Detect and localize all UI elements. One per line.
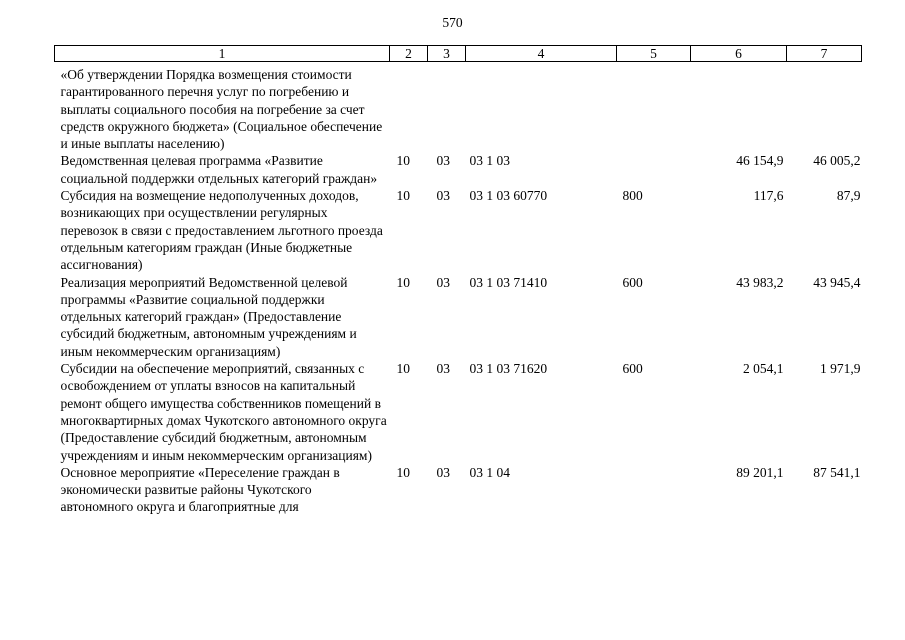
table-row [55, 360, 862, 464]
header-col-2: 2 [390, 46, 428, 62]
row-subsection: 03 [436, 188, 450, 204]
row-subsection: 03 [436, 464, 450, 480]
header-col-6: 6 [691, 46, 787, 62]
row-name: Субсидия на возмещение недополученных доходов, возникающих при осуществлении регулярных перевозок в связи с предоставлением льготного проезда отдельным категориям граждан (Иные бюджетные ассигнования) [60, 188, 383, 273]
row-target-code: 03 1 04 [469, 464, 510, 480]
row-name: Субсидии на обеспечение мероприятий, связанных с освобождением от уплаты взносов на капитальный ремонт общего имущества собственников помещений в многоквартирных домах Чукотского автономного округа (Предоставление субсидий бюджетным, автономным учреждениям и иным некоммерческим организациям) [60, 361, 387, 463]
row-section: 10 [396, 153, 410, 169]
row-value-6: 117,6 [753, 188, 784, 204]
row-target-code: 03 1 03 60770 [469, 188, 548, 204]
header-col-4: 4 [466, 46, 617, 62]
row-value-6: 2 054,1 [743, 361, 784, 377]
table-row [55, 187, 862, 273]
row-target-code: 03 1 03 71620 [469, 361, 548, 377]
header-col-3: 3 [428, 46, 466, 62]
row-section: 10 [396, 361, 410, 377]
row-name: «Об утверждении Порядка возмещения стоимости гарантированного перечня услуг по погребению и выплаты социального пособия на погребение за счет средств окружного бюджета» (Социальное обеспечение и иные выплаты населению) [60, 67, 383, 152]
row-expense-type [617, 464, 691, 516]
row-value-7: 87,9 [836, 188, 861, 204]
row-value-7: 1 971,9 [820, 361, 861, 377]
header-col-7: 7 [787, 46, 862, 62]
row-section: 10 [396, 188, 410, 204]
table-header [55, 46, 862, 62]
row-expense-type [617, 152, 691, 187]
page-number: 570 [442, 15, 463, 30]
row-expense-type: 600 [622, 361, 643, 377]
table-row [55, 62, 862, 153]
row-name: Реализация мероприятий Ведомственной целевой программы «Развитие социальной поддержки отдельных категорий граждан» (Предоставление субсидий бюджетным, автономным учреждениям и иным некоммерческим организациям) [60, 274, 357, 359]
row-value-6: 46 154,9 [736, 153, 784, 169]
row-section: 10 [396, 464, 410, 480]
header-col-5: 5 [617, 46, 691, 62]
budget-table [54, 45, 862, 516]
row-section: 10 [396, 274, 410, 290]
row-value-7: 46 005,2 [813, 153, 861, 169]
row-value-7 [787, 62, 862, 153]
row-value-7: 43 945,4 [813, 274, 861, 290]
row-subsection: 03 [436, 153, 450, 169]
table-row [55, 274, 862, 360]
row-section [390, 62, 428, 153]
header-col-1: 1 [55, 46, 390, 62]
row-expense-type: 600 [622, 274, 643, 290]
table-row [55, 464, 862, 516]
row-target-code: 03 1 03 [469, 153, 510, 169]
row-subsection: 03 [436, 274, 450, 290]
row-value-6: 89 201,1 [736, 464, 784, 480]
row-expense-type: 800 [622, 188, 643, 204]
row-expense-type [617, 62, 691, 153]
row-subsection: 03 [436, 361, 450, 377]
table-row [55, 152, 862, 187]
row-name: Ведомственная целевая программа «Развитие социальной поддержки отдельных категорий граждан» [60, 153, 378, 186]
row-subsection [428, 62, 466, 153]
row-value-7: 87 541,1 [813, 464, 861, 480]
row-target-code [466, 62, 617, 153]
row-name: Основное мероприятие «Переселение граждан в экономически развитые районы Чукотского автономного округа и благоприятные для [60, 464, 340, 515]
row-value-6: 43 983,2 [736, 274, 784, 290]
row-target-code: 03 1 03 71410 [469, 274, 548, 290]
row-value-6 [691, 62, 787, 153]
